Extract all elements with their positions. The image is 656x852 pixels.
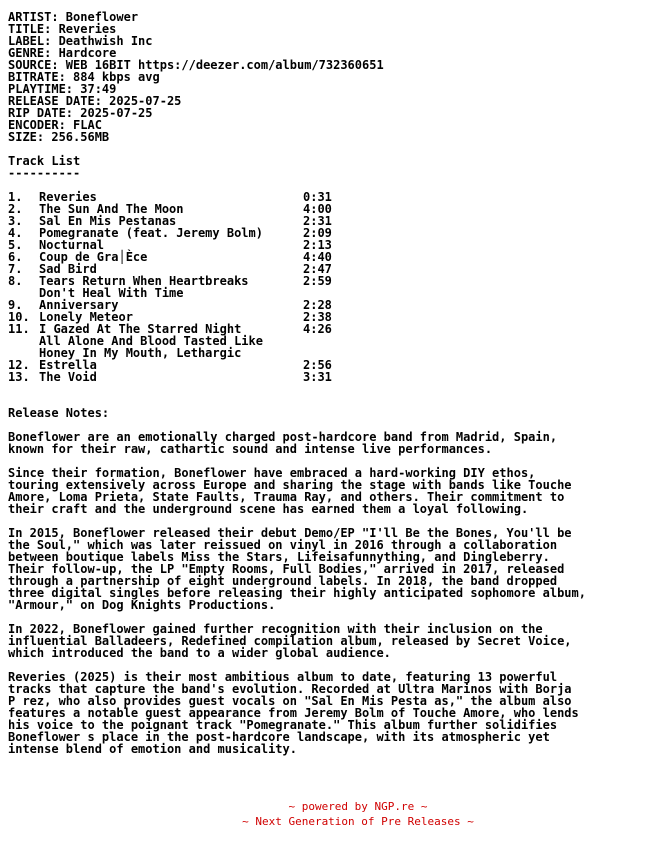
track-number: 2. (8, 202, 23, 216)
track-title-continued: All Alone And Blood Tasted Like (39, 334, 263, 348)
track-title: Nocturnal (39, 238, 105, 252)
track-number: 4. (8, 226, 23, 240)
track-title: Tears Return When Heartbreaks (39, 274, 249, 288)
track-number: 7. (8, 262, 23, 276)
notes-line: In 2022, Boneflower gained further recognition with their inclusion on the (8, 622, 543, 636)
track-row (8, 371, 653, 383)
genre-line: GENRE: Hardcore (8, 46, 117, 60)
notes-line: influential Balladeers, Redefined compilation album, released by Secret Voice, (8, 634, 572, 648)
notes-line: Boneflower are an emotionally charged post-hardcore band from Madrid, Spain, (8, 430, 558, 444)
notes-paragraph-3 (8, 527, 653, 611)
track-number: 9. (8, 298, 23, 312)
track-number: 3. (8, 214, 23, 228)
track-title: Coup de Gra│Èce (39, 250, 148, 264)
notes-line: Boneflower s place in the post-hardcore landscape, with its atmospheric yet (8, 730, 550, 744)
notes-paragraph-5 (8, 671, 653, 755)
title-line: TITLE: Reveries (8, 22, 117, 36)
bitrate-line: BITRATE: 884 kbps avg (8, 70, 160, 84)
notes-line: through a partnership of eight underground labels. In 2018, the band dropped (8, 574, 558, 588)
notes-line: Amore, Loma Prieta, State Faults, Trauma Ray, and others. Their commitment to (8, 490, 565, 504)
notes-line: touring extensively across Europe and sharing the stage with bands like Touche (8, 478, 572, 492)
track-title-continued: Honey In My Mouth, Lethargic (39, 346, 242, 360)
encoder-line: ENCODER: FLAC (8, 118, 102, 132)
size-line: SIZE: 256.56MB (8, 130, 110, 144)
track-number: 5. (8, 238, 23, 252)
track-number: 11. (8, 322, 30, 336)
track-number: 12. (8, 358, 30, 372)
track-duration: 0:31 (303, 190, 332, 204)
notes-line: features a notable guest appearance from Jeremy Bolm of Touche Amore, who lends (8, 706, 579, 720)
artist-line: ARTIST: Boneflower (8, 10, 139, 24)
track-title: The Sun And The Moon (39, 202, 184, 216)
notes-paragraph-2 (8, 467, 653, 515)
track-duration: 2:13 (303, 238, 332, 252)
nfo-document (8, 11, 653, 755)
notes-line: Their follow-up, the LP "Empty Rooms, Full Bodies," arrived in 2017, released (8, 562, 565, 576)
track-duration: 2:47 (303, 262, 332, 276)
rip-date-line: RIP DATE: 2025-07-25 (8, 106, 153, 120)
track-title: I Gazed At The Starred Night (39, 322, 242, 336)
release-date-line: RELEASE DATE: 2025-07-25 (8, 94, 182, 108)
notes-line: intense blend of emotion and musicality. (8, 742, 297, 756)
notes-line: which introduced the band to a wider global audience. (8, 646, 391, 660)
track-title: Estrella (39, 358, 97, 372)
track-duration: 2:28 (303, 298, 332, 312)
track-duration: 2:59 (303, 274, 332, 288)
track-title-continued: Don't Heal With Time (39, 286, 184, 300)
notes-line: known for their raw, cathartic sound and intense live performances. (8, 442, 493, 456)
track-duration: 2:09 (303, 226, 332, 240)
track-number: 1. (8, 190, 23, 204)
track-number: 8. (8, 274, 23, 288)
track-title: Lonely Meteor (39, 310, 133, 324)
track-duration: 2:56 (303, 358, 332, 372)
playtime-line: PLAYTIME: 37:49 (8, 82, 117, 96)
tracklist-underline: ---------- (8, 166, 81, 180)
track-number: 13. (8, 370, 30, 384)
tracklist-heading: Track List (8, 154, 81, 168)
track-title: Sal En Mis Pestanas (39, 214, 177, 228)
release-notes-heading: Release Notes: (8, 406, 110, 420)
track-duration: 4:40 (303, 250, 332, 264)
tracklist (8, 191, 653, 383)
track-title: Pomegranate (feat. Jeremy Bolm) (39, 226, 263, 240)
notes-line: Since their formation, Boneflower have embraced a hard-working DIY ethos, (8, 466, 536, 480)
track-number: 6. (8, 250, 23, 264)
track-duration: 3:31 (303, 370, 332, 384)
notes-line: the Soul," which was later reissued on vinyl in 2016 through a collaboration (8, 538, 558, 552)
notes-line: In 2015, Boneflower released their debut Demo/EP "I'll Be the Bones, You'll be (8, 526, 572, 540)
source-line: SOURCE: WEB 16BIT https://deezer.com/album/732360651 (8, 58, 384, 72)
notes-line: their craft and the underground scene has earned them a loyal following. (8, 502, 529, 516)
track-number: 10. (8, 310, 30, 324)
track-duration: 4:26 (303, 322, 332, 336)
notes-line: Reveries (2025) is their most ambitious album to date, featuring 13 powerful (8, 670, 558, 684)
track-duration: 4:00 (303, 202, 332, 216)
label-line: LABEL: Deathwish Inc (8, 34, 153, 48)
notes-line: three digital singles before releasing their highly anticipated sophomore album, (8, 586, 586, 600)
notes-line: P rez, who also provides guest vocals on "Sal En Mis Pesta as," the album also (8, 694, 572, 708)
footer-tagline: ~ Next Generation of Pre Releases ~ (242, 815, 474, 828)
notes-line: between boutique labels Miss the Stars, Lifeisafunnything, and Dingleberry. (8, 550, 550, 564)
notes-line: "Armour," on Dog Knights Productions. (8, 598, 276, 612)
notes-line: tracks that capture the band's evolution. Recorded at Ultra Marinos with Borja (8, 682, 572, 696)
footer-powered-by: ~ powered by NGP.re ~ (288, 800, 428, 813)
track-duration: 2:31 (303, 214, 332, 228)
notes-paragraph-1 (8, 431, 653, 455)
track-title: The Void (39, 370, 97, 384)
track-title: Reveries (39, 190, 97, 204)
notes-line: his voice to the poignant track "Pomegranate." This album further solidifies (8, 718, 558, 732)
track-title: Sad Bird (39, 262, 97, 276)
track-title: Anniversary (39, 298, 119, 312)
track-duration: 2:38 (303, 310, 332, 324)
notes-paragraph-4 (8, 623, 653, 659)
